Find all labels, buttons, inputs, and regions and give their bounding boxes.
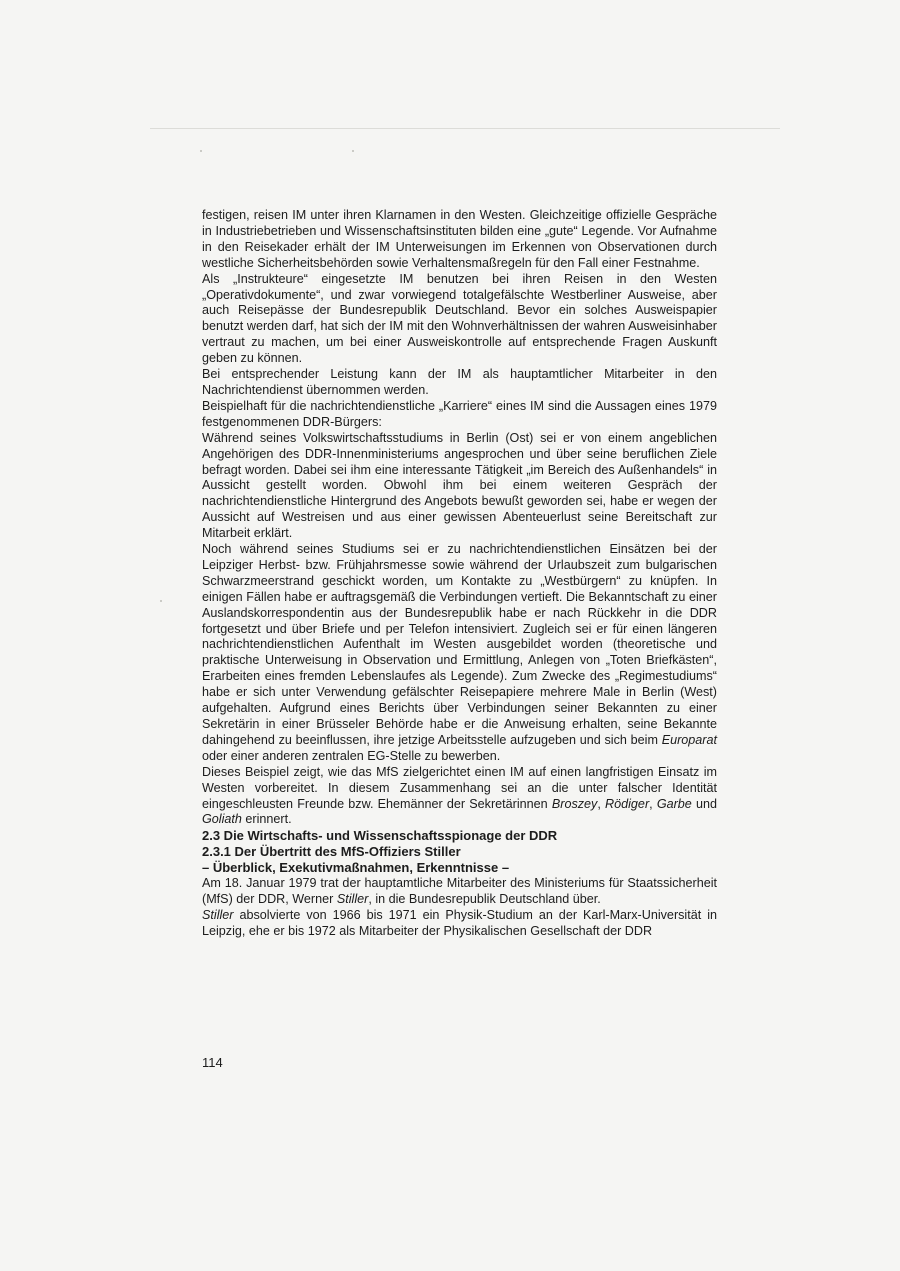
separator: und (691, 796, 718, 811)
paragraph-3: Bei entsprechender Leistung kann der IM als hauptamtlicher Mitarbeiter in den Nachrichtendienst übernommen werden. (202, 367, 717, 397)
paragraph-6-tail: oder einer anderen zentralen EG-Stelle zu bewerben. (202, 748, 501, 763)
paragraph-8 (202, 876, 717, 908)
europarat-italic: Europarat (661, 732, 717, 747)
paragraph-9-text: absolvierte von 1966 bis 1971 ein Physik-Studium an der Karl-Marx-Universität in Leipzig, ehe er bis 1972 als Mitarbeiter der Physikalischen Gesellschaft der DDR (202, 908, 717, 939)
subsection-heading: 2.3.1 Der Übertritt des MfS-Offiziers Stiller (202, 844, 461, 860)
body-text (202, 208, 717, 940)
paragraph-8-end: , in die Bundesrepublik Deutschland über. (368, 892, 601, 907)
paragraph-6 (202, 542, 717, 765)
name-roediger: Rödiger (605, 796, 650, 811)
scan-edge-line (150, 128, 780, 129)
paragraph-7-text: Dieses Beispiel zeigt, wie das MfS zielgerichtet einen IM auf einen langfristigen Einsatz im Westen vorbereitet. In diesem Zusammenhang sei an die unter falscher Identität eingeschleusten Freunde bzw. Ehemänner der Sekretärinnen (202, 764, 717, 811)
paragraph-5: Während seines Volkswirtschaftsstudiums in Berlin (Ost) sei er von einem angeblichen Angehörigen des DDR-Innenministeriums angesprochen und über seine beruflichen Ziele befragt worden. Dabei sei ihm eine interessante Tätigkeit „im Bereich des Außenhandels“ in Aussicht gestellt worden. Obwohl ihm bei einem weiteren Gespräch der nachrichtendienstliche Hintergrund des Angebots bewußt geworden sei, habe er wegen der Aussicht auf Westreisen und aus einer gewissen Abenteuerlust seine Bereitschaft zur Mitarbeit erklärt. (202, 430, 717, 541)
name-broszey: Broszey (551, 796, 598, 811)
name-stiller-2: Stiller (202, 908, 234, 923)
paragraph-6-text: Noch während seines Studiums sei er zu nachrichtendienstlichen Einsätzen bei der Leipziger Herbst- bzw. Frühjahrsmesse sowie während der Urlaubszeit zum bulgarischen Schwarzmeerstrand geschickt worden, um Kontakte zu „Westbürgern“ zu knüpfen. In einigen Fällen habe er auftragsgemäß die Verbindungen vertieft. Die Bekanntschaft zu einer Auslandskorrespondentin aus der Bundesrepublik habe er nach Rückkehr in die DDR fortgesetzt und über Briefe und per Telefon intensiviert. Zugleich sei er für einen längeren nachrichtendienstlichen Aufenthalt im Westen ausgebildet worden (theoretische und praktische Unterweisung in Observation und Ermittlung, Anlegen von „Toten Briefkästen“, Erarbeiten eines fremden Lebenslaufes als Legende). Zum Zwecke des „Regimestudiums“ habe er sich unter Verwendung gefälschter Reisepapiere mehrere Male in Berlin (West) aufgehalten. Aufgrund eines Berichts über Verbindungen seiner Bekannten zu einer Sekretärin in einer Brüsseler Behörde habe er die Anweisung erhalten, seine Bekannte dahingehend zu beeinflussen, ihre jetzige Arbeitsstelle aufzugeben und sich beim (202, 542, 717, 747)
scan-speck (352, 150, 354, 152)
name-goliath: Goliath (202, 812, 242, 827)
name-stiller: Stiller (336, 892, 369, 907)
paragraph-4: Beispielhaft für die nachrichtendienstliche „Karriere“ eines IM sind die Aussagen eines 1979 festgenommenen DDR-Bürgers: (202, 398, 717, 429)
section-heading: 2.3 Die Wirtschafts- und Wissenschaftsspionage der DDR (202, 828, 558, 844)
subsection-subtitle: – Überblick, Exekutivmaßnahmen, Erkenntnisse – (202, 860, 510, 876)
paragraph-7-end: erinnert. (241, 812, 292, 827)
paragraph-9 (202, 908, 717, 940)
name-garbe: Garbe (656, 796, 692, 811)
separator: , (649, 796, 657, 811)
page-number: 114 (202, 1055, 223, 1070)
paragraph-1: festigen, reisen IM unter ihren Klarnamen in den Westen. Gleichzeitige offizielle Gespräche in Industriebetrieben und Wissenschaftsinstituten bilden eine „gute“ Legende. Vor Aufnahme in den Reisekader erhält der IM Unterweisungen im Erkennen von Observationen durch westliche Sicherheitsbehörden sowie Verhaltensmaßregeln für den Fall einer Festnahme. (202, 208, 717, 270)
scan-speck (200, 150, 202, 152)
separator: , (597, 796, 606, 811)
paragraph-2: Als „Instrukteure“ eingesetzte IM benutzen bei ihren Reisen in den Westen „Operativdokumente“, und zwar vorwiegend totalgefälschte Westberliner Ausweise, aber auch Reisepässe der Bundesrepublik Deutschland. Bevor ein solches Ausweispapier benutzt werden darf, hat sich der IM mit den Wohnverhältnissen der wahren Ausweisinhaber vertraut zu machen, um bei einer Ausweiskontrolle auf entsprechende Fragen Auskunft geben zu können. (202, 271, 717, 366)
paragraph-7 (202, 765, 717, 829)
paragraph-8-text: Am 18. Januar 1979 trat der hauptamtliche Mitarbeiter des Ministeriums für Staatssicherheit (MfS) der DDR, Werner (202, 876, 717, 907)
scan-speck (160, 600, 162, 602)
